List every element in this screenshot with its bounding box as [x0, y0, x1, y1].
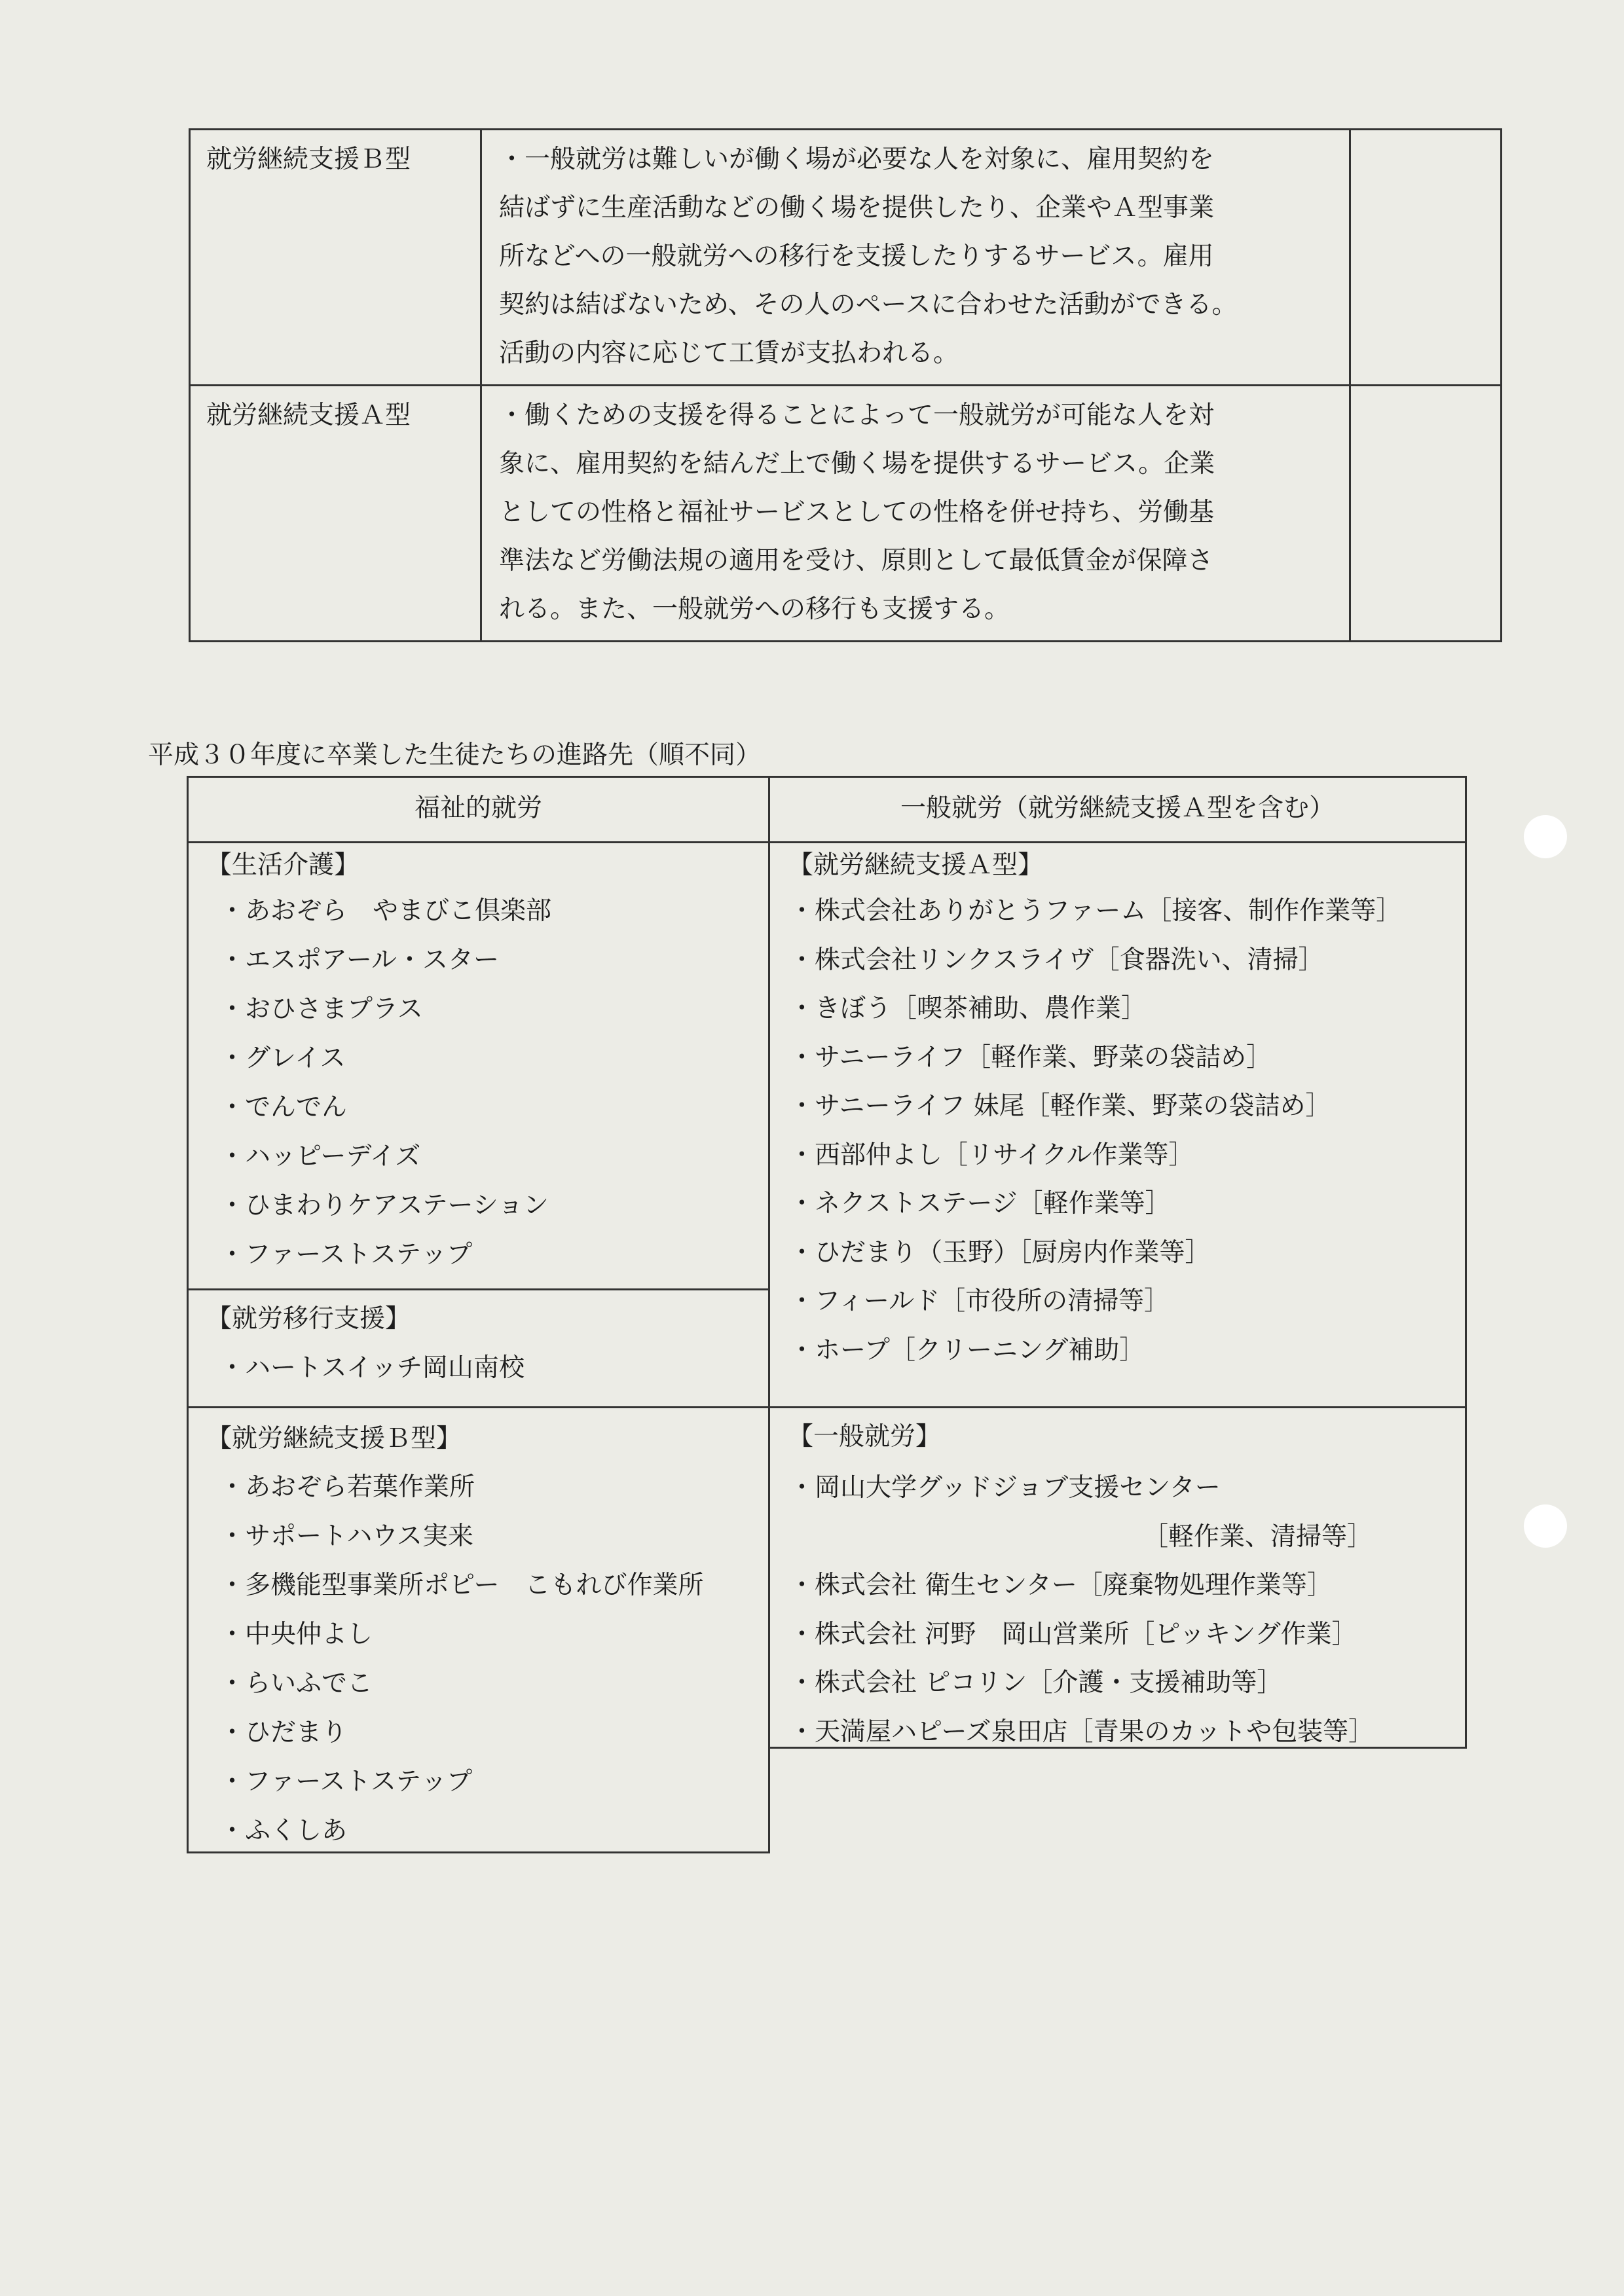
category-label: 【生活介護】 [206, 850, 360, 880]
destination-list [219, 895, 551, 1288]
list-item: ・きぼう［喫茶補助、農作業］ [789, 994, 1147, 1023]
list-item: ・株式会社 衛生センター［廃棄物処理作業等］ [789, 1571, 1333, 1600]
list-item: ・でんでん [219, 1093, 348, 1122]
left-box-edge [187, 1408, 189, 1853]
list-item: ・ハッピーデイズ [219, 1142, 421, 1171]
list-item: ・中央仲よし [219, 1620, 373, 1649]
list-item: ・多機能型事業所ポピー こもれび作業所 [219, 1571, 704, 1600]
section-divider-right [768, 1406, 1467, 1408]
table-row [190, 386, 1502, 642]
list-item: ・天満屋ハピーズ泉田店［青果のカットや包装等］ [789, 1717, 1375, 1747]
list-item: ・株式会社 河野 岡山営業所［ピッキング作業］ [789, 1619, 1357, 1649]
category-label: 【就労移行支援】 [206, 1304, 411, 1334]
right-box-edge [1465, 1408, 1467, 1749]
destination-list [789, 1472, 1374, 1764]
table-row [190, 130, 1502, 386]
list-item: ・あおぞら若葉作業所 [219, 1472, 475, 1502]
list-item: ・サニーライフ 妹尾［軽作業、野菜の袋詰め］ [789, 1091, 1331, 1121]
category-label: 【就労継続支援Ａ型】 [788, 850, 1044, 880]
service-definition-table [189, 128, 1502, 642]
column-divider [768, 776, 770, 1408]
destinations-heading: 平成３０年度に卒業した生徒たちの進路先（順不同） [148, 740, 762, 770]
list-item: ・株式会社 ピコリン［介護・支援補助等］ [789, 1668, 1283, 1698]
right-column-header: 一般就労（就労継続支援Ａ型を含む） [900, 793, 1335, 823]
list-item: ・株式会社リンクスライヴ［食器洗い、清掃］ [789, 945, 1324, 975]
list-item: ・あおぞら やまびこ倶楽部 [219, 896, 552, 926]
section-divider-left [187, 1406, 770, 1408]
list-item: ・ハートスイッチ岡山南校 [219, 1353, 525, 1383]
destination-list [219, 1471, 703, 1864]
list-item: ・ホープ［クリーニング補助］ [789, 1335, 1145, 1365]
list-item: ・らいふでこ [219, 1669, 373, 1698]
list-item: ・グレイス [219, 1044, 346, 1073]
service-term: 就労継続支援Ａ型 [190, 386, 481, 642]
list-item: ・岡山大学グッドジョブ支援センター [789, 1473, 1221, 1503]
list-item: ・ネクストステージ［軽作業等］ [789, 1189, 1171, 1218]
list-item: ・サニーライフ［軽作業、野菜の袋詰め］ [789, 1042, 1272, 1072]
punch-hole-top [1524, 815, 1567, 858]
list-item: ・ファーストステップ [219, 1240, 473, 1269]
category-label: 【就労継続支援Ｂ型】 [206, 1424, 462, 1453]
list-item: ・西部仲よし［リサイクル作業等］ [789, 1140, 1194, 1170]
service-description: ・働くための支援を得ることによって一般就労が可能な人を対 象に、雇用契約を結んだ上で働く場を提供するサービス。企業 としての性格と福祉サービスとしての性格を併せ持ち、労働基 準法など労働法規の適用を受け、原則として最低賃金が保障さ れる。また、一般就労への移行も支援する。 [481, 386, 1350, 642]
destination-list [219, 1352, 525, 1401]
blank-cell [1350, 386, 1502, 642]
list-item: ・ひだまり（玉野）［厨房内作業等］ [789, 1237, 1211, 1267]
list-item: ・エスポアール・スター [219, 945, 500, 975]
list-item: ・ひまわりケアステーション [219, 1191, 549, 1220]
section-divider-left [187, 1288, 770, 1290]
list-item: ・サポートハウス実来 [219, 1522, 474, 1551]
header-divider [187, 841, 1467, 843]
list-item: ・株式会社ありがとうファーム［接客、制作作業等］ [789, 896, 1402, 926]
list-item: ・ひだまり [219, 1718, 348, 1747]
punch-hole-bottom [1524, 1504, 1567, 1548]
service-term: 就労継続支援Ｂ型 [190, 130, 481, 386]
blank-cell [1350, 130, 1502, 386]
destination-list [789, 895, 1401, 1383]
left-box-edge-right [768, 1408, 770, 1853]
list-item-continuation: ［軽作業、清掃等］ [1143, 1522, 1373, 1552]
category-label: 【一般就労】 [788, 1422, 942, 1451]
left-column-header: 福祉的就労 [414, 793, 542, 823]
list-item: ・ファーストステップ [219, 1767, 473, 1796]
list-item: ・ふくしあ [219, 1816, 348, 1846]
list-item: ・おひさまプラス [219, 994, 423, 1024]
list-item: ・フィールド［市役所の清掃等］ [789, 1286, 1170, 1316]
service-description: ・一般就労は難しいが働く場が必要な人を対象に、雇用契約を 結ばずに生産活動などの働く場を提供したり、企業やＡ型事業 所などへの一般就労への移行を支援したりするサービス。雇用 契約は結ばないため、その人のペースに合わせた活動ができる。 活動の内容に応じて工賃が支払われる。 [481, 130, 1350, 386]
